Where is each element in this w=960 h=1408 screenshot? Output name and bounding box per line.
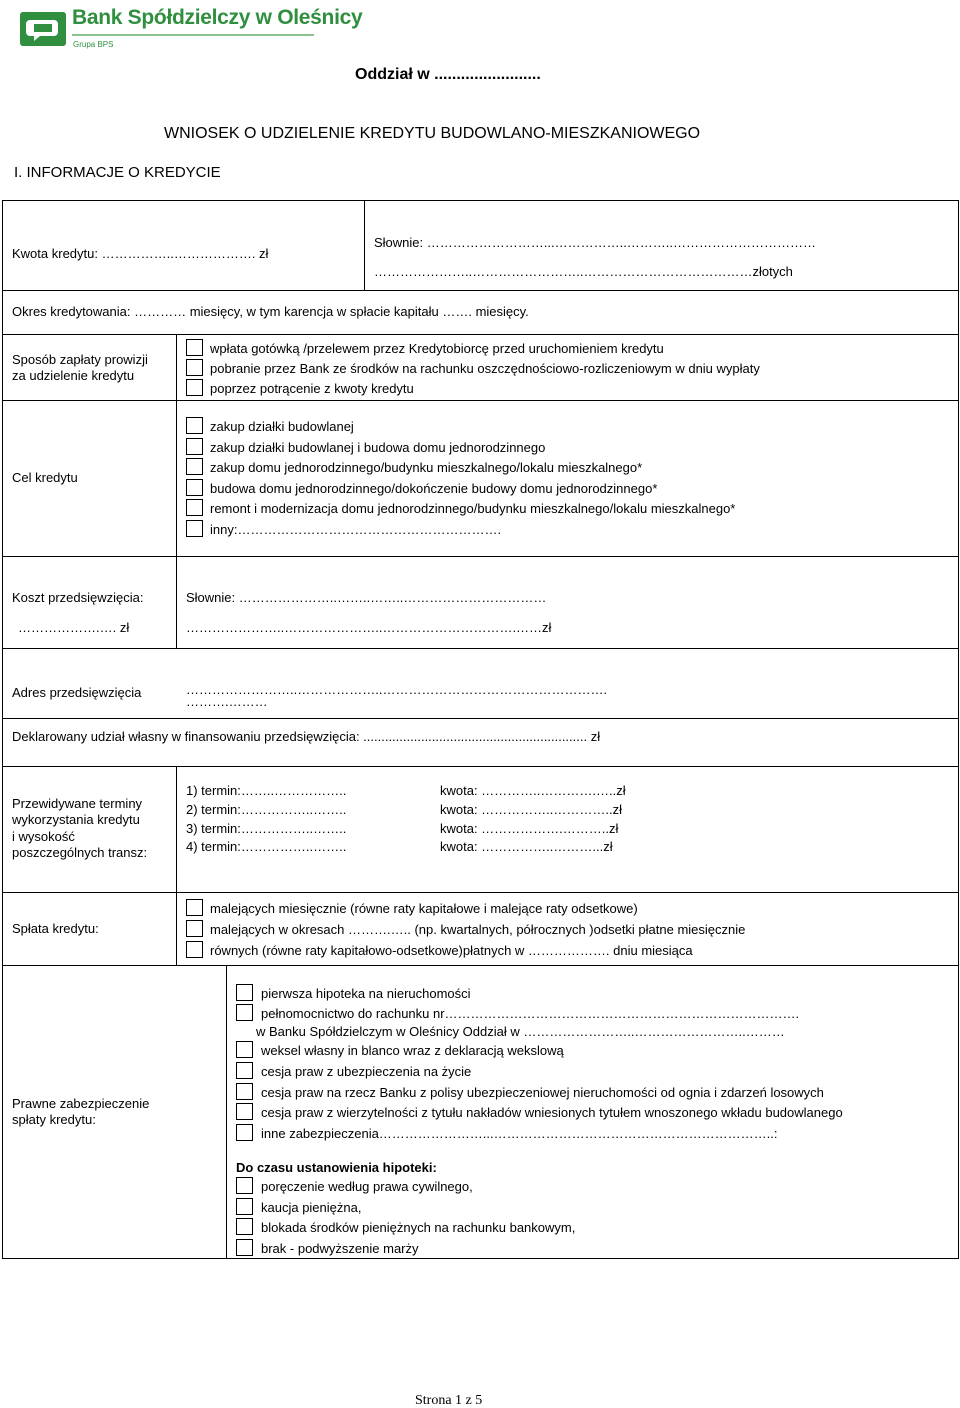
address-label: Adres przedsięwzięcia — [12, 685, 142, 700]
purpose-option-1: zakup działki budowlanej — [210, 419, 354, 434]
form-title: WNIOSEK O UDZIELENIE KREDYTU BUDOWLANO-MIESZKANIOWEGO — [164, 125, 701, 142]
fee-option-3-checkbox[interactable] — [186, 379, 203, 396]
security-option-2-line2[interactable]: w Banku Spółdzielczym w Oleśnicy Oddział w ……………………..……………………..……… — [256, 1024, 785, 1039]
purpose-option-4-checkbox[interactable] — [186, 479, 203, 496]
purpose-option-3-checkbox[interactable] — [186, 458, 203, 475]
tranches-label-2: wykorzystania kredytu — [12, 812, 140, 827]
purpose-option-5: remont i modernizacja domu jednorodzinnego/budynku mieszkalnego/lokalu mieszkalnego* — [210, 501, 736, 516]
cost-words-field[interactable]: Słownie: …………………..……..……..…………………………… — [186, 590, 547, 605]
security-option-5-checkbox[interactable] — [236, 1083, 253, 1100]
purpose-option-4: budowa domu jednorodzinnego/dokończenie budowy domu jednorodzinnego* — [210, 481, 658, 496]
tranche-2-term[interactable]: 2) termin:……………..…….. — [186, 802, 347, 817]
credit-amount-field[interactable]: Kwota kredytu: ……………..………………. zł — [12, 246, 269, 261]
security-option-1-checkbox[interactable] — [236, 984, 253, 1001]
fee-option-1-checkbox[interactable] — [186, 339, 203, 356]
security-option-2[interactable]: pełnomocnictwo do rachunku nr………………………………………………………………………. — [261, 1006, 800, 1021]
table-border-right — [958, 200, 959, 1258]
fee-option-2: pobranie przez Bank ze środków na rachunku oszczędnościowo-rozliczeniowym w dniu wypłaty — [210, 361, 760, 376]
repayment-option-2-checkbox[interactable] — [186, 920, 203, 937]
address-field-line2[interactable]: ……….……… — [186, 694, 268, 709]
tranches-label-4: poszczególnych transz: — [12, 845, 148, 860]
table-border-top — [2, 200, 959, 201]
security-option-7-checkbox[interactable] — [236, 1124, 253, 1141]
security-option-6-checkbox[interactable] — [236, 1103, 253, 1120]
interim-option-2-checkbox[interactable] — [236, 1198, 253, 1215]
fee-label: Sposób zapłaty prowizji — [12, 352, 148, 367]
fee-option-2-checkbox[interactable] — [186, 359, 203, 376]
interim-option-1-checkbox[interactable] — [236, 1177, 253, 1194]
cost-amount-field[interactable]: ……………….…. zł — [18, 620, 130, 635]
tranche-4-term[interactable]: 4) termin:……………..…….. — [186, 839, 347, 854]
table-border-bottom — [2, 1258, 959, 1259]
branch-field: Oddział w ........................ — [355, 66, 541, 83]
repayment-option-2: malejących w okresach ……….….. (np. kwartalnych, półrocznych )odsetki płatne miesięcznie — [210, 922, 746, 937]
tranche-2-amount[interactable]: kwota: ……………..…………..zł — [440, 802, 623, 817]
repayment-option-1-checkbox[interactable] — [186, 899, 203, 916]
fee-option-3: poprzez potrącenie z kwoty kredytu — [210, 381, 414, 396]
interim-option-1: poręczenie według prawa cywilnego, — [261, 1179, 473, 1194]
security-label: Prawne zabezpieczenie — [12, 1096, 150, 1111]
security-option-3-checkbox[interactable] — [236, 1041, 253, 1058]
purpose-option-3: zakup domu jednorodzinnego/budynku mieszkalnego/lokalu mieszkalnego* — [210, 460, 643, 475]
tranche-1-term[interactable]: 1) termin:……..…………….. — [186, 783, 347, 798]
cost-words-line2[interactable]: …………………..…………………..………………………….……zł — [186, 620, 552, 635]
cost-label: Koszt przedsięwzięcia: — [12, 590, 144, 605]
interim-option-3-checkbox[interactable] — [236, 1218, 253, 1235]
security-option-1: pierwsza hipoteka na nieruchomości — [261, 986, 471, 1001]
own-share-field[interactable]: Deklarowany udział własny w finansowaniu przedsięwzięcia: .............................................................. zł — [12, 729, 601, 744]
security-option-2-checkbox[interactable] — [236, 1004, 253, 1021]
purpose-option-2: zakup działki budowlanej i budowa domu jednorodzinnego — [210, 440, 546, 455]
interim-option-3: blokada środków pieniężnych na rachunku bankowym, — [261, 1220, 576, 1235]
security-option-7[interactable]: inne zabezpieczenia……………………...………………………………………………………..: — [261, 1126, 778, 1141]
credit-amount-words-line2[interactable]: …………………..……………………..…………………………………złotych — [374, 264, 793, 279]
bank-group: Grupa BPS — [73, 40, 114, 49]
bank-name: Bank Spółdzielczy w Oleśnicy — [72, 6, 363, 29]
section-title: I. INFORMACJE O KREDYCIE — [14, 164, 221, 181]
interim-option-2: kaucja pieniężna, — [261, 1200, 362, 1215]
interim-option-4: brak - podwyższenie marży — [261, 1241, 419, 1256]
purpose-option-6-checkbox[interactable] — [186, 520, 203, 537]
address-field-line1[interactable]: ……………………..………………..……………………………………………. — [186, 682, 608, 697]
tranches-label-3: i wysokość — [12, 829, 75, 844]
repayment-option-1: malejących miesięcznie (równe raty kapitałowe i malejące raty odsetkowe) — [210, 901, 638, 916]
page-number: Strona 1 z 5 — [415, 1393, 483, 1408]
repayment-option-3-checkbox[interactable] — [186, 941, 203, 958]
credit-period-field[interactable]: Okres kredytowania: ………… miesięcy, w tym karencja w spłacie kapitału ……. miesięcy. — [12, 304, 529, 319]
fee-option-1: wpłata gotówką /przelewem przez Kredytobiorcę przed uruchomieniem kredytu — [210, 341, 664, 356]
purpose-option-6[interactable]: inny:……………………………………………………. — [210, 522, 502, 537]
table-border-left — [2, 200, 3, 1258]
tranche-4-amount[interactable]: kwota: ……………..………...zł — [440, 839, 613, 854]
tranches-label-1: Przewidywane terminy — [12, 796, 143, 811]
security-label-2: spłaty kredytu: — [12, 1112, 96, 1127]
purpose-option-2-checkbox[interactable] — [186, 438, 203, 455]
security-option-4-checkbox[interactable] — [236, 1062, 253, 1079]
bank-logo-icon — [20, 12, 66, 46]
tranche-1-amount[interactable]: kwota: …………..………….…..zł — [440, 783, 626, 798]
security-option-4: cesja praw z ubezpieczenia na życie — [261, 1064, 472, 1079]
interim-option-4-checkbox[interactable] — [236, 1239, 253, 1256]
repayment-option-3: równych (równe raty kapitałowo-odsetkowe)płatnych w ………………. dniu miesiąca — [210, 943, 693, 958]
tranche-3-term[interactable]: 3) termin:……………..…….. — [186, 821, 347, 836]
credit-amount-words-field[interactable]: Słownie: ………………………...……………..………..…………………………… — [374, 235, 817, 250]
repayment-label: Spłata kredytu: — [12, 921, 99, 936]
security-option-6: cesja praw z wierzytelności z tytułu nakładów wniesionych tytułem wnoszonego wkładu budowlanego — [261, 1105, 843, 1120]
security-option-5: cesja praw na rzecz Banku z polisy ubezpieczeniowej nieruchomości od ognia i zdarzeń losowych — [261, 1085, 824, 1100]
tranche-3-amount[interactable]: kwota: ……………….………..zł — [440, 821, 619, 836]
interim-security-title: Do czasu ustanowienia hipoteki: — [236, 1160, 437, 1175]
fee-label-2: za udzielenie kredytu — [12, 368, 135, 383]
purpose-option-5-checkbox[interactable] — [186, 499, 203, 516]
logo-underline — [72, 34, 314, 36]
purpose-option-1-checkbox[interactable] — [186, 417, 203, 434]
security-option-3: weksel własny in blanco wraz z deklaracją wekslową — [261, 1043, 564, 1058]
purpose-label: Cel kredytu — [12, 470, 78, 485]
